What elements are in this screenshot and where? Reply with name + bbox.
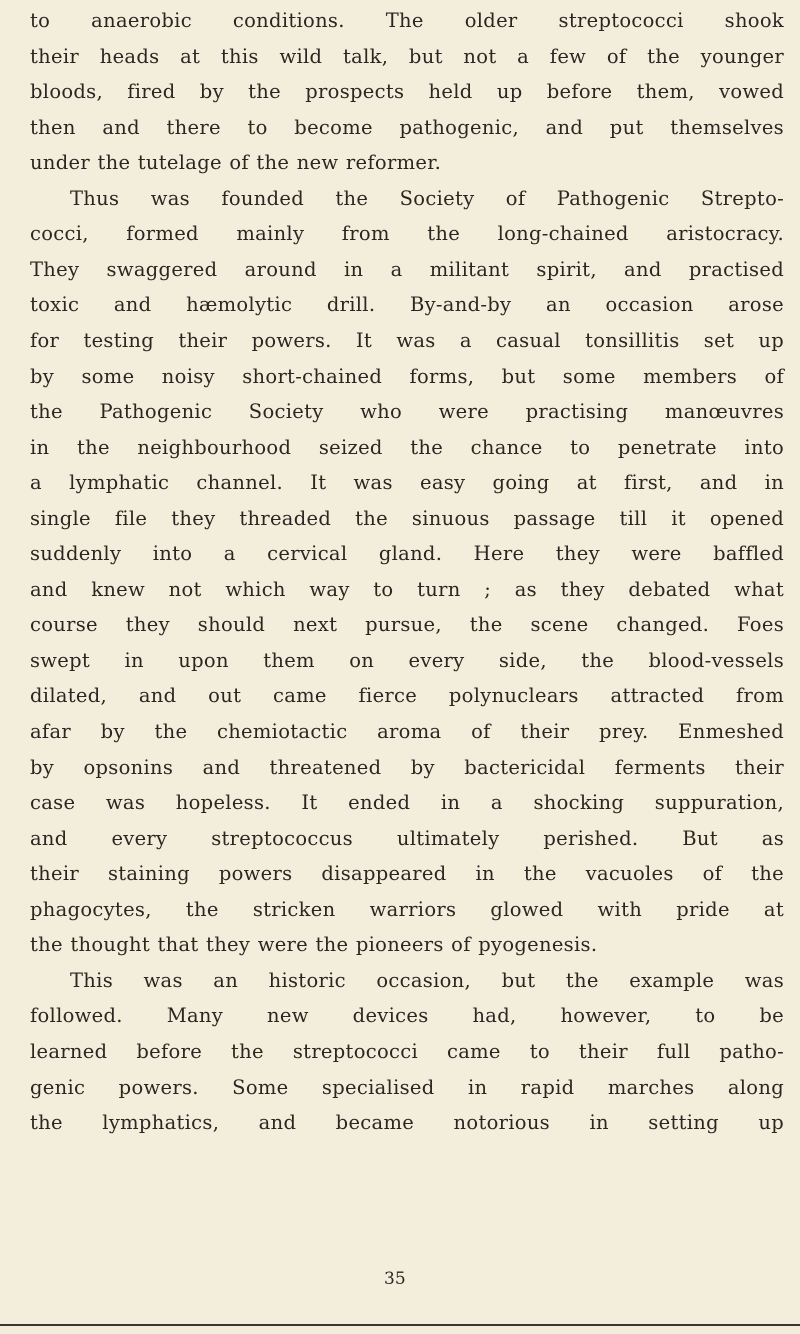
text-line: then and there to become pathogenic, and put themselves — [30, 115, 784, 139]
text-line: a lymphatic channel. It was easy going at first, and in — [30, 471, 784, 495]
text-line: followed. Many new devices had, however, to be — [30, 1004, 784, 1028]
text-line: single file they threaded the sinuous passage till it opened — [30, 506, 784, 530]
text-line: under the tutelage of the new reformer. — [30, 151, 442, 175]
page-bottom-edge — [0, 1324, 800, 1326]
text-line: the thought that they were the pioneers of pyogenesis. — [30, 933, 598, 957]
text-line: by opsonins and threatened by bactericidal ferments their — [30, 755, 784, 779]
text-line: the Pathogenic Society who were practising manœuvres — [30, 400, 784, 424]
text-line: the lymphatics, and became notorious in setting up — [30, 1111, 784, 1135]
text-line: suddenly into a cervical gland. Here they were baffled — [30, 542, 784, 566]
page-number: 35 — [384, 1269, 406, 1289]
text-line: course they should next pursue, the scene changed. Foes — [30, 613, 784, 637]
text-line: cocci, formed mainly from the long-chained aristocracy. — [30, 222, 784, 246]
text-line: their staining powers disappeared in the vacuoles of the — [30, 862, 784, 886]
text-line: to anaerobic conditions. The older streptococci shook — [30, 9, 784, 32]
text-line: for testing their powers. It was a casual tonsillitis set up — [30, 328, 784, 352]
text-line: They swaggered around in a militant spirit, and practised — [30, 257, 784, 281]
text-line: and every streptococcus ultimately perished. But as — [30, 826, 784, 850]
text-line: learned before the streptococci came to their full patho- — [30, 1039, 784, 1063]
text-line: case was hopeless. It ended in a shocking suppuration, — [30, 791, 784, 815]
text-line: This was an historic occasion, but the example was — [70, 968, 784, 992]
text-line: swept in upon them on every side, the blood-vessels — [30, 648, 784, 672]
text-line: their heads at this wild talk, but not a few of the younger — [30, 44, 784, 68]
text-line: phagocytes, the stricken warriors glowed with pride at — [30, 897, 784, 921]
text-line: Thus was founded the Society of Pathogenic Strepto- — [70, 186, 784, 210]
text-line: and knew not which way to turn ; as they debated what — [30, 577, 784, 601]
text-line: toxic and hæmolytic drill. By-and-by an occasion arose — [30, 293, 784, 317]
text-line: bloods, fired by the prospects held up before them, vowed — [30, 80, 784, 104]
text-line: in the neighbourhood seized the chance to penetrate into — [30, 435, 784, 459]
text-line: dilated, and out came fierce polynuclears attracted from — [30, 684, 784, 708]
text-line: genic powers. Some specialised in rapid marches along — [30, 1075, 784, 1099]
text-line: by some noisy short-chained forms, but some members of — [30, 364, 784, 388]
text-line: afar by the chemiotactic aroma of their prey. Enmeshed — [30, 720, 784, 743]
